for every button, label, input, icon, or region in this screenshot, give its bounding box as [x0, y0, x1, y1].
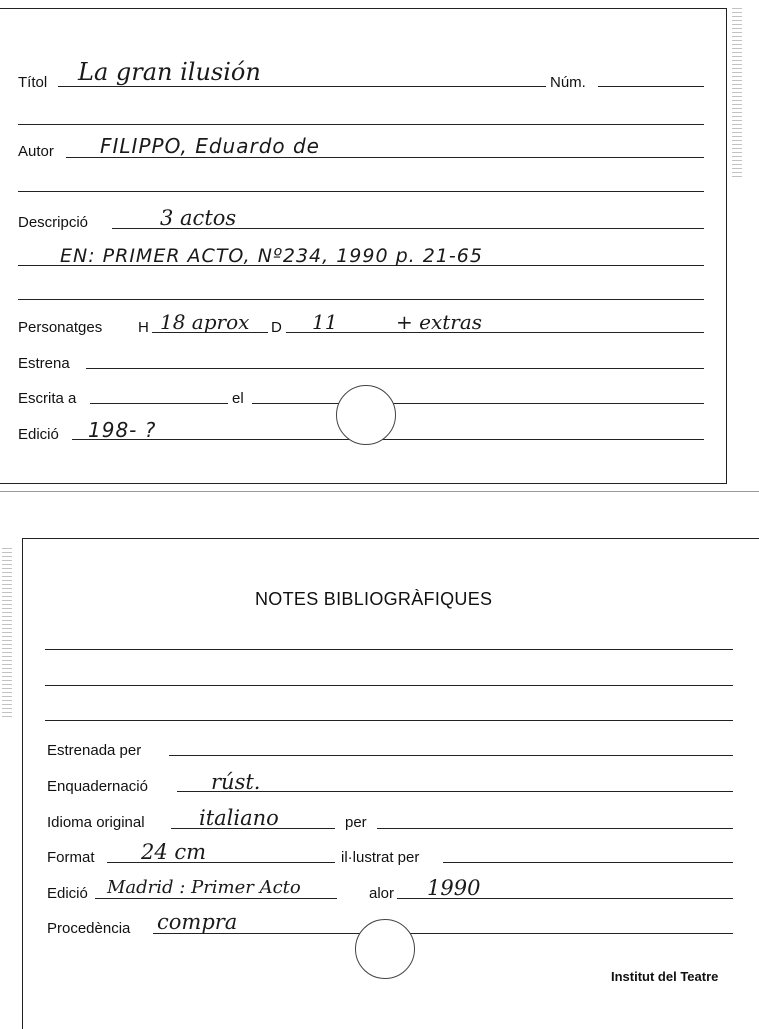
edition-handwritten-bottom: Madrid : Primer Acto — [107, 877, 301, 898]
language-by-line — [377, 828, 733, 829]
author-label: Autor — [18, 143, 54, 160]
scan-edge-noise — [2, 548, 12, 718]
scan-edge-noise — [732, 8, 742, 178]
title-line — [58, 86, 546, 87]
notes-heading: NOTES BIBLIOGRÀFIQUES — [255, 589, 493, 609]
premiered-by-label: Estrenada per — [47, 742, 142, 759]
provenance-line — [153, 933, 733, 934]
description-label: Descripció — [18, 214, 89, 231]
description-handwritten: 3 actos — [160, 206, 237, 230]
edition-label: Edició — [18, 426, 59, 443]
characters-d-line — [286, 332, 704, 333]
edition-line — [72, 439, 704, 440]
characters-d-handwritten: 11 — [312, 310, 338, 334]
premiere-line — [86, 368, 704, 369]
notes-line-1 — [45, 649, 733, 650]
notes-line-3 — [45, 720, 733, 721]
original-language-handwritten: italiano — [199, 806, 279, 830]
notes-line-2 — [45, 685, 733, 686]
author-line-2 — [18, 191, 704, 192]
illustrated-by-label: il·lustrat per — [341, 849, 420, 866]
value-label: alor — [369, 885, 395, 902]
catalog-card-front — [0, 8, 727, 484]
provenance-label: Procedència — [47, 920, 131, 937]
title-label: Títol — [18, 74, 48, 91]
number-line — [598, 86, 704, 87]
characters-d-label: D — [271, 319, 282, 336]
premiered-by-line — [169, 755, 733, 756]
format-handwritten: 24 cm — [141, 840, 207, 864]
edition-handwritten: 198- ? — [88, 418, 157, 442]
author-handwritten: FILIPPO, Eduardo de — [100, 134, 320, 158]
title-line-2 — [18, 124, 704, 125]
language-by-label: per — [345, 814, 367, 831]
title-handwritten: La gran ilusión — [78, 58, 261, 86]
number-label: Núm. — [550, 74, 586, 91]
characters-h-handwritten: 18 aprox — [160, 310, 250, 334]
edition-label-bottom: Edició — [47, 885, 88, 902]
binding-label: Enquadernació — [47, 778, 148, 795]
written-on-label: el — [232, 390, 244, 407]
original-language-label: Idioma original — [47, 814, 145, 831]
institution-footer: Institut del Teatre — [611, 969, 719, 984]
format-label: Format — [47, 849, 95, 866]
catalog-card-back — [22, 538, 759, 1029]
punch-hole-bottom — [355, 919, 415, 979]
written-at-line — [90, 403, 228, 404]
written-at-label: Escrita a — [18, 390, 77, 407]
premiere-label: Estrena — [18, 355, 70, 372]
description-line-3 — [18, 299, 704, 300]
provenance-handwritten: compra — [157, 910, 238, 934]
binding-handwritten: rúst. — [211, 770, 261, 794]
characters-h-label: H — [138, 319, 149, 336]
punch-hole — [336, 385, 396, 445]
card-separator — [0, 491, 759, 492]
characters-label: Personatges — [18, 319, 103, 336]
description-handwritten-line2: EN: PRIMER ACTO, Nº234, 1990 p. 21-65 — [60, 245, 483, 267]
illustrated-by-line — [443, 862, 733, 863]
written-on-line — [252, 403, 704, 404]
value-handwritten: 1990 — [427, 876, 481, 900]
characters-extras-handwritten: + extras — [396, 310, 483, 334]
